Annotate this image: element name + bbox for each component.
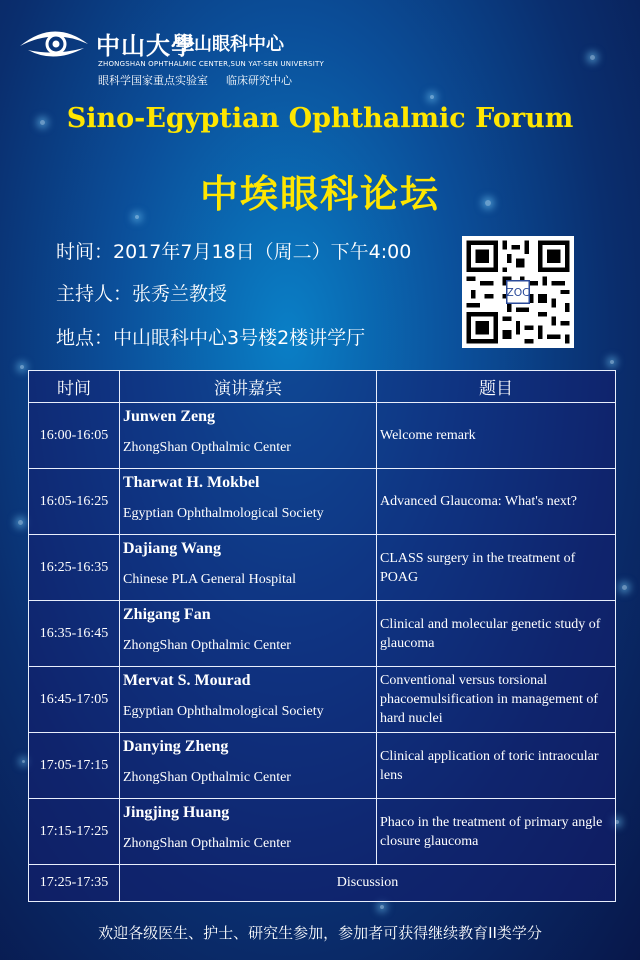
eye-logo-icon — [18, 24, 90, 64]
slot-time: 16:05-16:25 — [29, 469, 120, 535]
forum-title-en: Sino-Egyptian Ophthalmic Forum — [66, 103, 574, 134]
speaker-cell — [120, 667, 377, 733]
speaker-name: Danying Zheng — [123, 738, 229, 755]
forum-title-cn: 中埃眼科论坛 — [199, 172, 440, 216]
table-row — [29, 469, 616, 535]
talk-topic: Welcome remark — [377, 403, 616, 469]
speaker-affiliation: ZhongShan Opthalmic Center — [123, 836, 291, 851]
slot-time: 16:25-16:35 — [29, 535, 120, 601]
slot-time: 16:35-16:45 — [29, 601, 120, 667]
speaker-name: Dajiang Wang — [123, 540, 221, 557]
discussion-label: Discussion — [120, 865, 616, 902]
event-place: 地点：中山眼科中心3号楼2楼讲学厅 — [56, 327, 366, 349]
footer-note: 欢迎各级医生、护士、研究生参加，参加者可获得继续教育II类学分 — [98, 924, 542, 942]
slot-time: 16:45-17:05 — [29, 667, 120, 733]
talk-topic: CLASS surgery in the treatment of POAG — [377, 535, 616, 601]
speaker-affiliation: Egyptian Ophthalmological Society — [123, 704, 324, 719]
bokeh-light — [622, 585, 627, 590]
slot-time: 17:05-17:15 — [29, 733, 120, 799]
center-name-en: ZHONGSHAN OPHTHALMIC CENTER,SUN YAT-SEN UNIVERSITY — [98, 60, 325, 68]
clinical-center-label: 临床研究中心 — [226, 74, 292, 87]
slot-time: 16:00-16:05 — [29, 403, 120, 469]
table-row — [29, 601, 616, 667]
speaker-affiliation: ZhongShan Opthalmic Center — [123, 638, 291, 653]
state-key-lab-label: 眼科学国家重点实验室 — [98, 74, 208, 87]
table-row — [29, 799, 616, 865]
svg-text:ZOC: ZOC — [506, 286, 530, 300]
schedule-table — [28, 370, 616, 902]
bokeh-light — [20, 365, 24, 369]
speaker-cell — [120, 535, 377, 601]
bokeh-light — [430, 95, 434, 99]
speaker-name: Jingjing Huang — [123, 804, 230, 821]
bokeh-light — [22, 760, 25, 763]
talk-topic: Phaco in the treatment of primary angle closure glaucoma — [377, 799, 616, 865]
talk-topic: Advanced Glaucoma: What's next? — [377, 469, 616, 535]
event-time: 时间：2017年7月18日（周二）下午4:00 — [56, 241, 412, 263]
talk-topic: Conventional versus torsional phacoemulsification in management of hard nuclei — [377, 667, 616, 733]
speaker-cell — [120, 469, 377, 535]
speaker-name: Junwen Zeng — [123, 408, 216, 425]
qr-code-icon — [462, 236, 574, 348]
speaker-affiliation: Egyptian Ophthalmological Society — [123, 506, 324, 521]
speaker-affiliation: Chinese PLA General Hospital — [123, 572, 297, 587]
slot-time: 17:15-17:25 — [29, 799, 120, 865]
university-name-cn: 中山大學 — [96, 31, 196, 60]
speaker-affiliation: ZhongShan Opthalmic Center — [123, 440, 291, 455]
center-name-cn: 中山眼科中心 — [176, 34, 284, 55]
speaker-name: Zhigang Fan — [123, 606, 211, 623]
header-topic: 题目 — [377, 371, 616, 403]
header-speaker: 演讲嘉宾 — [120, 371, 377, 403]
slot-time: 17:25-17:35 — [29, 865, 120, 902]
lab-labels — [98, 72, 310, 88]
bokeh-light — [610, 360, 614, 364]
speaker-name: Tharwat H. Mokbel — [123, 474, 260, 491]
header-time: 时间 — [29, 371, 120, 403]
speaker-cell — [120, 601, 377, 667]
speaker-name: Mervat S. Mourad — [123, 672, 251, 689]
speaker-cell — [120, 799, 377, 865]
bokeh-light — [590, 55, 595, 60]
speaker-cell — [120, 403, 377, 469]
table-row — [29, 535, 616, 601]
table-header-row — [29, 371, 616, 403]
speaker-cell — [120, 733, 377, 799]
table-row — [29, 667, 616, 733]
event-host: 主持人：张秀兰教授 — [56, 283, 228, 305]
talk-topic: Clinical and molecular genetic study of glaucoma — [377, 601, 616, 667]
institution-header — [18, 20, 358, 90]
table-row — [29, 403, 616, 469]
bokeh-light — [380, 905, 384, 909]
bokeh-light — [18, 520, 23, 525]
speaker-affiliation: ZhongShan Opthalmic Center — [123, 770, 291, 785]
table-row-discussion — [29, 865, 616, 902]
talk-topic: Clinical application of toric intraocular lens — [377, 733, 616, 799]
table-row — [29, 733, 616, 799]
